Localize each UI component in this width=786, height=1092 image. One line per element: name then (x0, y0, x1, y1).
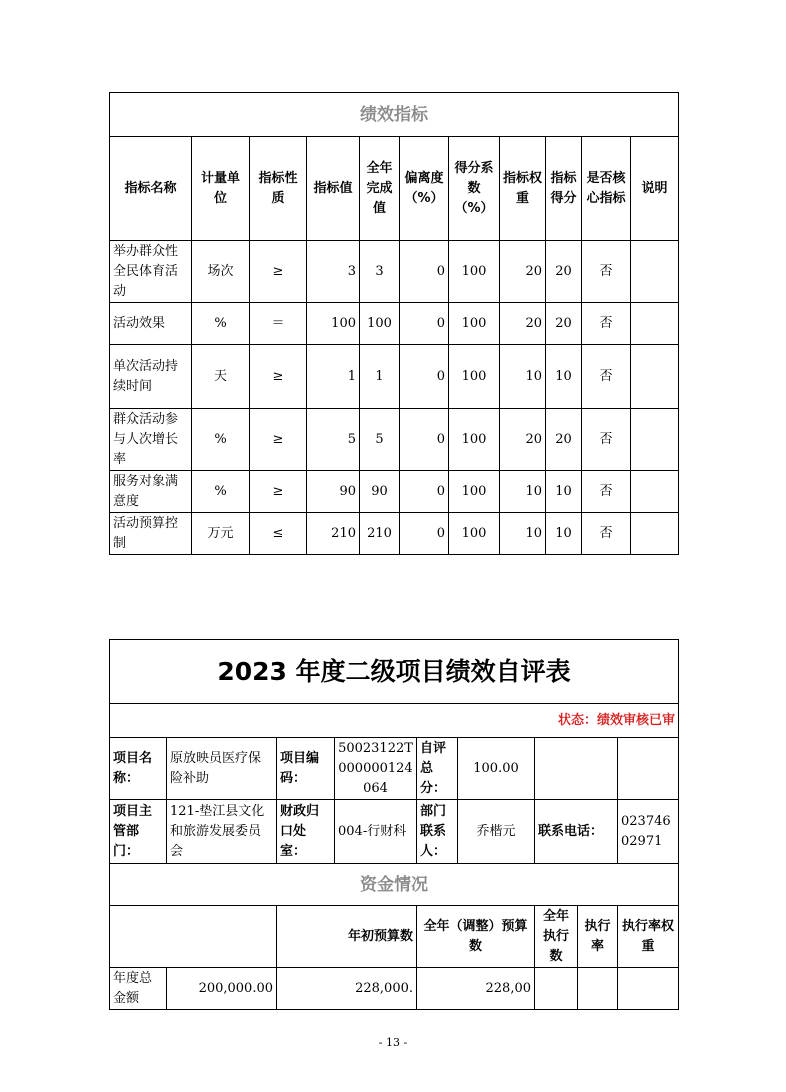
dept-label: 项目主管部门： (110, 800, 167, 864)
cell-nature: ≤ (250, 513, 307, 555)
cell-unit: % (192, 471, 250, 513)
cell-dev: 0 (400, 303, 449, 345)
cell-unit: 场次 (192, 241, 250, 303)
project-name-label: 项目名称： (110, 738, 167, 800)
cell-dev: 0 (400, 345, 449, 409)
cell-core: 否 (582, 345, 631, 409)
funds-adjusted-value: 228,000. (277, 968, 417, 1010)
cell-dev: 0 (400, 513, 449, 555)
column-header: 计量单位 (192, 137, 250, 241)
cell-done: 90 (360, 471, 400, 513)
cell-core: 否 (582, 409, 631, 471)
cell-done: 210 (360, 513, 400, 555)
cell-score: 20 (546, 303, 582, 345)
column-header: 指标得分 (546, 137, 582, 241)
cell-score: 10 (546, 345, 582, 409)
funds-header-weight: 执行率权重 (618, 906, 679, 968)
dept-value: 121-垫江县文化和旅游发展委员会 (167, 800, 277, 864)
cell-weight: 10 (500, 345, 546, 409)
cell-score: 20 (546, 241, 582, 303)
status-badge: 状态：绩效审核已审 (110, 704, 679, 738)
column-header: 指标名称 (110, 137, 192, 241)
contact-value: 乔楷元 (458, 800, 535, 864)
funds-executed-value: 228,00 (417, 968, 535, 1010)
cell-name: 单次活动持续时间 (110, 345, 192, 409)
cell-note (631, 241, 679, 303)
section-title-funds: 资金情况 (110, 864, 679, 906)
performance-indicator-table (109, 92, 679, 555)
cell-nature: ≥ (250, 345, 307, 409)
funds-rate-value (535, 968, 578, 1010)
cell-score: 10 (546, 471, 582, 513)
cell-core: 否 (582, 303, 631, 345)
cell-score: 10 (546, 513, 582, 555)
cell-note (631, 409, 679, 471)
cell-weight: 20 (500, 409, 546, 471)
cell-done: 100 (360, 303, 400, 345)
cell-done: 5 (360, 409, 400, 471)
cell-target: 210 (307, 513, 360, 555)
project-name-value: 原放映员医疗保险补助 (167, 738, 277, 800)
self-score-value: 100.00 (458, 738, 535, 800)
funds-header-adjusted: 全年（调整）预算数 (417, 906, 535, 968)
cell-weight: 10 (500, 513, 546, 555)
cell-nature: ≥ (250, 471, 307, 513)
cell-coef: 100 (449, 471, 500, 513)
funds-header-label (110, 906, 277, 968)
cell-target: 3 (307, 241, 360, 303)
cell-core: 否 (582, 513, 631, 555)
column-header: 得分系数（%） (449, 137, 500, 241)
cell-note (631, 471, 679, 513)
table-row (110, 345, 679, 409)
column-header: 指标值 (307, 137, 360, 241)
phone-value: 02374602971 (618, 800, 679, 864)
cell-name: 群众活动参与人次增长率 (110, 409, 192, 471)
column-header: 是否核心指标 (582, 137, 631, 241)
cell-name: 活动预算控制 (110, 513, 192, 555)
cell-core: 否 (582, 471, 631, 513)
cell-target: 100 (307, 303, 360, 345)
project-code-value: 50023122T000000124064 (335, 738, 417, 800)
table-header-row (110, 137, 679, 241)
cell-weight: 20 (500, 303, 546, 345)
column-header: 偏离度（%） (400, 137, 449, 241)
finance-value: 004-行财科 (335, 800, 417, 864)
column-header: 指标性质 (250, 137, 307, 241)
self-score-label: 自评总分： (417, 738, 458, 800)
empty-cell (535, 738, 618, 800)
cell-note (631, 303, 679, 345)
project-code-label: 项目编码： (277, 738, 335, 800)
cell-name: 举办群众性全民体育活动 (110, 241, 192, 303)
funds-score-value (618, 968, 679, 1010)
table-row (110, 241, 679, 303)
cell-dev: 0 (400, 409, 449, 471)
contact-label: 部门联系人： (417, 800, 458, 864)
table-row (110, 409, 679, 471)
section-title-performance: 绩效指标 (110, 93, 679, 137)
table-row (110, 513, 679, 555)
cell-name: 活动效果 (110, 303, 192, 345)
cell-weight: 10 (500, 471, 546, 513)
funds-header-executed: 全年执行数 (535, 906, 578, 968)
column-header: 指标权重 (500, 137, 546, 241)
page-number: - 13 - (378, 1036, 408, 1049)
cell-coef: 100 (449, 513, 500, 555)
cell-coef: 100 (449, 345, 500, 409)
cell-target: 90 (307, 471, 360, 513)
cell-coef: 100 (449, 409, 500, 471)
cell-target: 5 (307, 409, 360, 471)
cell-dev: 0 (400, 471, 449, 513)
cell-note (631, 513, 679, 555)
cell-unit: % (192, 409, 250, 471)
cell-note (631, 345, 679, 409)
cell-nature: ≥ (250, 409, 307, 471)
cell-done: 3 (360, 241, 400, 303)
cell-dev: 0 (400, 241, 449, 303)
cell-score: 20 (546, 409, 582, 471)
form-title: 2023 年度二级项目绩效自评表 (110, 640, 679, 704)
cell-coef: 100 (449, 241, 500, 303)
funds-initial-value: 200,000.00 (167, 968, 277, 1010)
cell-weight: 20 (500, 241, 546, 303)
table-row (110, 471, 679, 513)
funds-header-initial: 年初预算数 (277, 906, 417, 968)
funds-weight-value (578, 968, 618, 1010)
empty-cell (618, 738, 679, 800)
cell-unit: % (192, 303, 250, 345)
cell-nature: ≥ (250, 241, 307, 303)
finance-label: 财政归口处室： (277, 800, 335, 864)
cell-name: 服务对象满意度 (110, 471, 192, 513)
cell-coef: 100 (449, 303, 500, 345)
cell-nature: ＝ (250, 303, 307, 345)
funds-header-rate: 执行率 (578, 906, 618, 968)
cell-unit: 万元 (192, 513, 250, 555)
table-row (110, 303, 679, 345)
cell-core: 否 (582, 241, 631, 303)
cell-target: 1 (307, 345, 360, 409)
cell-unit: 天 (192, 345, 250, 409)
phone-label: 联系电话： (535, 800, 618, 864)
cell-done: 1 (360, 345, 400, 409)
column-header: 说明 (631, 137, 679, 241)
column-header: 全年完成值 (360, 137, 400, 241)
performance-body (110, 241, 679, 555)
self-evaluation-form (109, 639, 679, 1010)
funds-row-label: 年度总金额 (110, 968, 167, 1010)
